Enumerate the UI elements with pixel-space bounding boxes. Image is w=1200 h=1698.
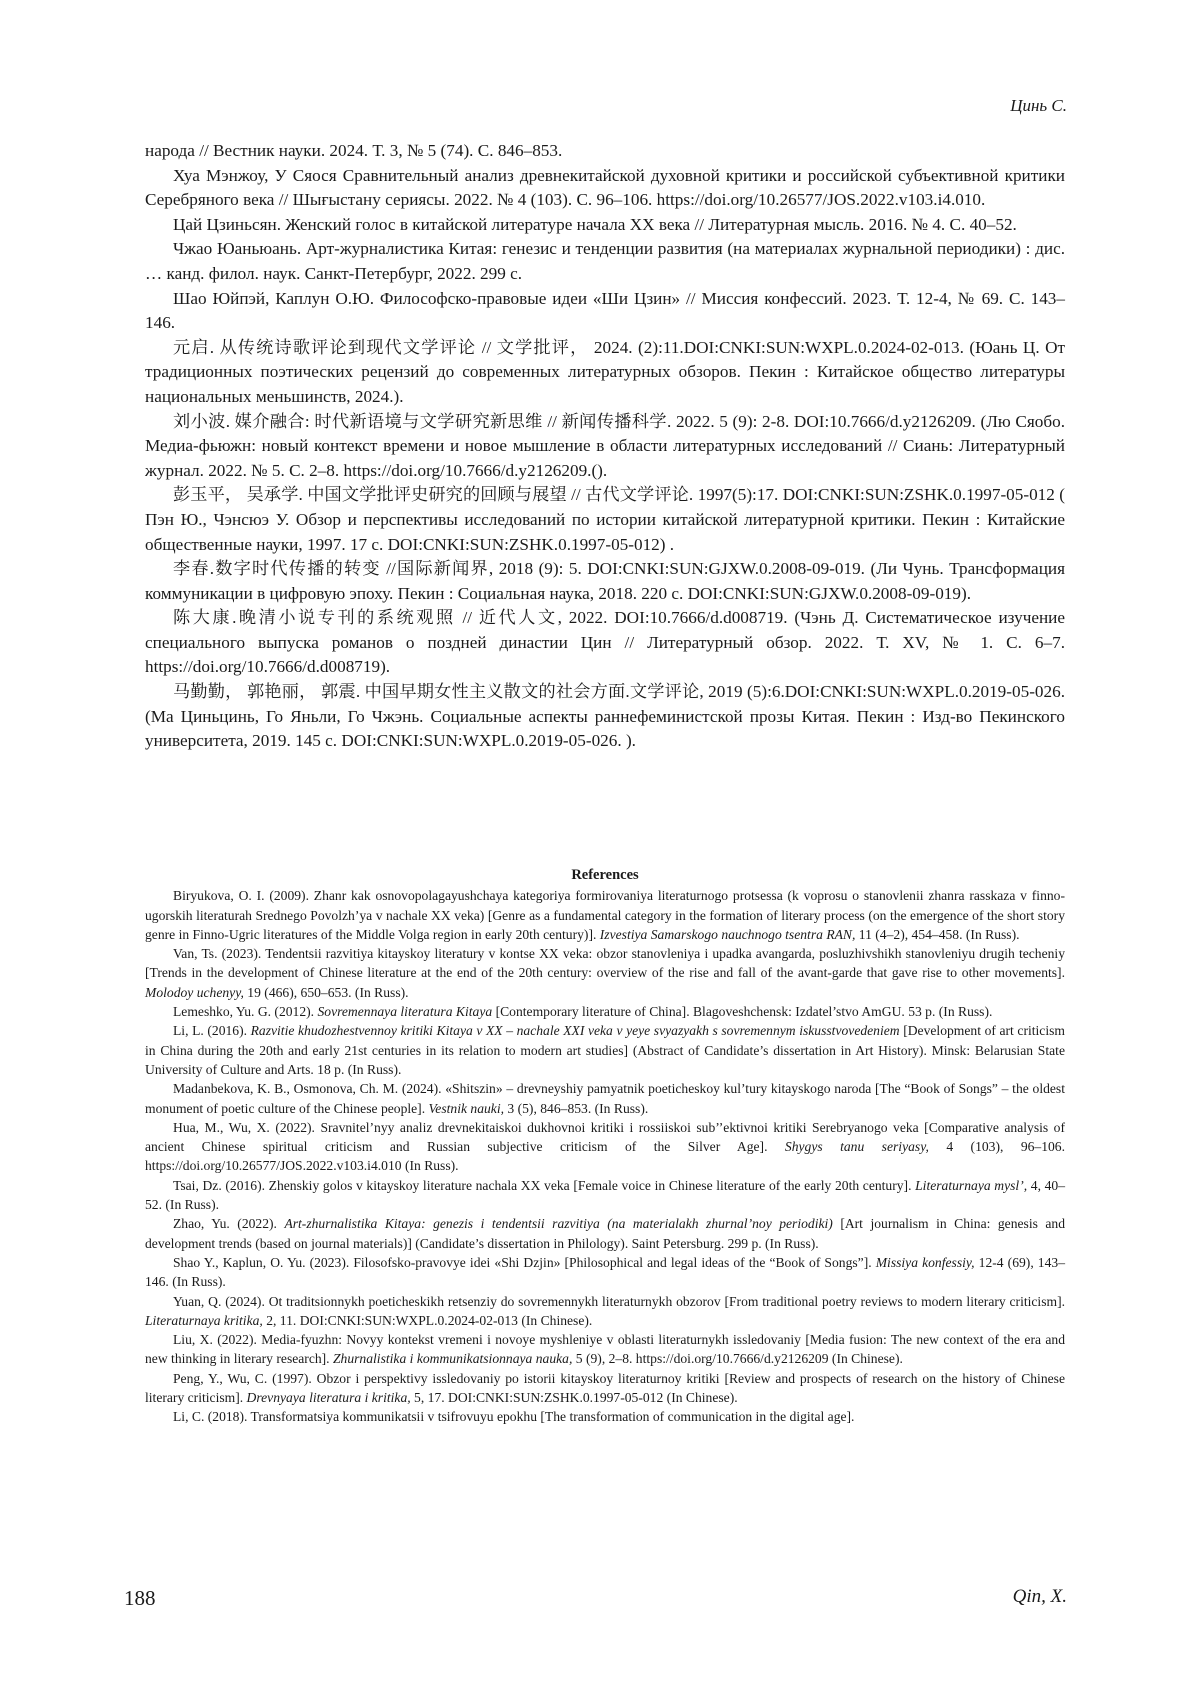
bibliography-entry: 刘小波. 媒介融合: 时代新语境与文学研究新思维 // 新闻传播科学. 2022. 5 (9): 2-8. DOI:10.7666/d.y2126209. (Лю Сяобо. Медиа-фьюжн: новый контекст времени и новое мышление в области литературных исследований // Сиань: Литературный журнал. 2022. № 5. С. 2–8. https://doi.org/10.7666/d.y2126209.(). [145, 411, 1065, 480]
reference-details: 4 (103), 96–106. https://doi.org/10.26577/JOS.2022.v103.i4.010 (In Russ). [145, 1139, 1066, 1174]
bibliography-entry: 陈大康.晚清小说专刊的系统观照 // 近代人文, 2022. DOI:10.7666/d.d008719. (Чэнь Д. Систематическое изучение специального выпуска романов о поздней династии Цин // Литературный обзор. 2022. Т. XV, № 1. С. 6–7. https://doi.org/10.7666/d.d008719). [145, 608, 1065, 677]
reference-source: Literaturnaya mysl’, [915, 1177, 1028, 1193]
reference-text: Van, Ts. (2023). Tendentsii razvitiya kitayskoy literatury v kontse XX veka: obzor stanovleniya i upadka avangarda, posluzhivshikh stanovleniyu drugih techeniy [Trends in the development of Chinese literature at the end of the 20th century: overview of the rise and fall of the avant-garde that gave rise to other movements]. [145, 946, 1065, 981]
reference-text: Peng, Y., Wu, C. (1997). Obzor i perspektivy issledovaniy po istorii kitayskoy literaturnoy kritiki [Review and prospects of research on the history of Chinese literary criticism]. [145, 1370, 1065, 1406]
reference-item [145, 1369, 1065, 1408]
reference-source: Molodoy uchenyy, [145, 984, 244, 1000]
reference-details: 11 (4–2), 454–458. (In Russ). [855, 926, 1020, 942]
reference-source: Izvestiya Samarskogo nauchnogo tsentra RAN, [599, 926, 856, 942]
reference-details: 19 (466), 650–653. (In Russ). [243, 984, 409, 1000]
reference-source: Zhurnalistika i kommunikatsionnaya nauka, [332, 1351, 573, 1367]
bibliography-entry: 李春.数字时代传播的转变 //国际新闻界, 2018 (9): 5. DOI:CNKI:SUN:GJXW.0.2008-09-019. (Ли Чунь. Трансформация коммуникации в цифровую эпоху. Пекин : Социальная наука, 2018. 220 с. DOI:CNKI:SUN:GJXW.0.2008-09-019). [145, 559, 1065, 603]
reference-text: Li, C. (2018). Transformatsiya kommunikatsii v tsifrovuyu epokhu [The transformation of communication in the digital age]. [173, 1409, 855, 1425]
reference-source: Literaturnaya kritika, [145, 1312, 263, 1328]
references-heading: References [571, 867, 639, 883]
bibliography-entry: народа // Вестник науки. 2024. Т. 3, № 5 (74). С. 846–853. [145, 141, 563, 160]
bibliography-entry: 元启. 从传统诗歌评论到现代文学评论 // 文学批评， 2024. (2):11.DOI:CNKI:SUN:WXPL.0.2024-02-013. (Юань Ц. От традиционных поэтических рецензий до современных литературных обзоров. Пекин : Китайское общество литературы национальных меньшинств, 2024.). [145, 337, 1065, 406]
reference-text: Lemeshko, Yu. G. (2012). [173, 1004, 318, 1020]
reference-source: Art-zhurnalistika Kitaya: genezis i tendentsii razvitiya (na materialakh zhurnal’noy periodiki) [284, 1216, 833, 1232]
reference-details: [Development of art criticism in China during the 20th and early 21st centuries in its relation to modern art studies] (Abstract of Candidate’s dissertation in Art History). Minsk: Belarusian State University of Culture and Arts. 18 p. (In Russ). [145, 1023, 1065, 1077]
footer-author: Qin, X. [1012, 1586, 1067, 1607]
bibliography-entry: 彭玉平， 吴承学. 中国文学批评史研究的回顾与展望 // 古代文学评论. 1997(5):17. DOI:CNKI:SUN:ZSHK.0.1997-05-012 ( Пэн Ю., Чэнсюэ У. Обзор и перспективы исследований по истории китайской литературной критики. Пекин : Китайские общественные науки, 1997. 17 с. DOI:CNKI:SUN:ZSHK.0.1997-05-012) . [145, 485, 1065, 554]
bibliography-entry: Цай Цзиньсян. Женский голос в китайской литературе начала XX века // Литературная мысль. 2016. № 4. С. 40–52. [173, 214, 1017, 234]
reference-text: Hua, M., Wu, X. (2022). Sravnitel’nyy analiz drevnekitaiskoi dukhovnoi kritiki i rossiiskoi sub’’ektivnoi kritiki Serebryanogo veka [Comparative analysis of ancient Chinese spiritual criticism and Russian subjective criticism of the Silver Age]. [145, 1119, 1065, 1155]
reference-item [145, 1330, 1065, 1369]
reference-item [145, 1118, 1065, 1176]
reference-text: Yuan, Q. (2024). Ot traditsionnykh poeticheskikh retsenziy do sovremennykh literaturnykh obzorov [From traditional poetry reviews to modern literary criticism]. [173, 1293, 1065, 1309]
reference-source: Razvitie khudozhestvennoy kritiki Kitaya v XX – nachale XXI veka v yeye svyazyakh s sovremennym iskusstvovedeniem [250, 1023, 900, 1039]
reference-item [145, 944, 1065, 1002]
reference-text: Tsai, Dz. (2016). Zhenskiy golos v kitayskoy literature nachala XX veka [Female voice in Chinese literature of the early 20th century]. [173, 1177, 916, 1193]
reference-item [145, 1214, 1065, 1253]
reference-source: Vestnik nauki, [428, 1100, 505, 1116]
reference-details: 12-4 (69), 143–146. (In Russ). [145, 1254, 1065, 1290]
reference-text: Liu, X. (2022). Media-fyuzhn: Novyy kontekst vremeni i novoye myshleniye v oblasti literaturnykh issledovaniy [Media fusion: The new context of the era and new thinking in literary research]. [145, 1332, 1065, 1367]
reference-item [145, 1292, 1065, 1331]
bibliography-entry: Чжао Юаньюань. Арт-журналистика Китая: генезис и тенденции развития (на материалах журнальной периодики) : дис. … канд. филол. наук. Санкт-Петербург, 2022. 299 с. [145, 239, 1065, 283]
reference-text: Li, L. (2016). [173, 1023, 251, 1039]
reference-details: 3 (5), 846–853. (In Russ). [504, 1100, 649, 1116]
reference-item [145, 1407, 1065, 1426]
reference-item [145, 1002, 1065, 1021]
reference-text: Zhao, Yu. (2022). [173, 1216, 285, 1232]
reference-source: Drevnyaya literatura i kritika, [246, 1390, 411, 1406]
bibliography-entry: Хуа Мэнжоу, У Сяося Сравнительный анализ древнекитайской духовной критики и российской субъективной критики Серебряного века // Шығыстану сериясы. 2022. № 4 (103). С. 96–106. https://doi.org/10.26577/JOS.2022.v103.i4.010. [145, 165, 1065, 210]
reference-details: 4, 40–52. (In Russ). [145, 1177, 1066, 1213]
page-number: 188 [124, 1586, 156, 1610]
reference-item [145, 1253, 1065, 1292]
reference-text: Biryukova, O. I. (2009). Zhanr kak osnovopolagayushchaya kategoriya formirovaniya literaturnogo protsessa (k voprosu o stanovlenii zhanra rasskaza v finno-ugorskih literaturah Srednego Povolzh’ya v nachale XX veka) [Genre as a fundamental category in the formation of literary process (on the emergence of the short story genre in Finno-Ugric literatures of the Middle Volga region in early 20th century)]. [145, 888, 1065, 942]
reference-details: [Art journalism in China: genesis and development trends (based on journal materials)] (Candidate’s dissertation in Philology). Saint Petersburg. 299 p. (In Russ). [145, 1216, 1066, 1251]
reference-source: Missiya konfessiy, [875, 1254, 975, 1270]
reference-details: 5 (9), 2–8. https://doi.org/10.7666/d.y2126209 (In Chinese). [572, 1351, 903, 1367]
reference-source: Shygys tanu seriyasy, [784, 1139, 929, 1155]
reference-text: Madanbekova, K. B., Osmonova, Ch. M. (2024). «Shitszin» – drevneyshiy pamyatnik poeticheskoy kul’tury kitayskogo naroda [The “Book of Songs” – the oldest monument of poetic culture of the Chinese people]. [145, 1081, 1065, 1116]
bibliography-entry: Шао Юйпэй, Каплун О.Ю. Философско-правовые идеи «Ши Цзин» // Миссия конфессий. 2023. Т. 12-4, № 69. С. 143–146. [145, 288, 1065, 333]
running-head: Цинь С. [1010, 96, 1067, 115]
reference-source: Sovremennaya literatura Kitaya [317, 1004, 493, 1020]
reference-item [145, 886, 1065, 944]
reference-details: [Contemporary literature of China]. Blagoveshchensk: Izdatel’stvo AmGU. 53 p. (In Russ). [492, 1004, 993, 1020]
reference-item [145, 1021, 1065, 1079]
reference-item [145, 1079, 1065, 1118]
bibliography-entry: 马勤勤， 郭艳丽， 郭震. 中国早期女性主义散文的社会方面.文学评论, 2019 (5):6.DOI:CNKI:SUN:WXPL.0.2019-05-026. (Ма Циньцинь, Го Яньли, Го Чжэнь. Социальные аспекты раннефеминистской прозы Китая. Пекин : Изд-во Пекинского университета, 2019. 145 с. DOI:CNKI:SUN:WXPL.0.2019-05-026. ). [145, 682, 1065, 751]
body-bibliography [145, 139, 1065, 754]
reference-details: 5, 17. DOI:CNKI:SUN:ZSHK.0.1997-05-012 (In Chinese). [410, 1390, 738, 1406]
reference-item [145, 1176, 1065, 1215]
references-section [145, 866, 1065, 1427]
reference-details: 2, 11. DOI:CNKI:SUN:WXPL.0.2024-02-013 (In Chinese). [262, 1312, 593, 1328]
reference-text: Shao Y., Kaplun, O. Yu. (2023). Filosofsko-pravovye idei «Shi Dzjin» [Philosophical and legal ideas of the “Book of Songs”]. [173, 1254, 876, 1270]
